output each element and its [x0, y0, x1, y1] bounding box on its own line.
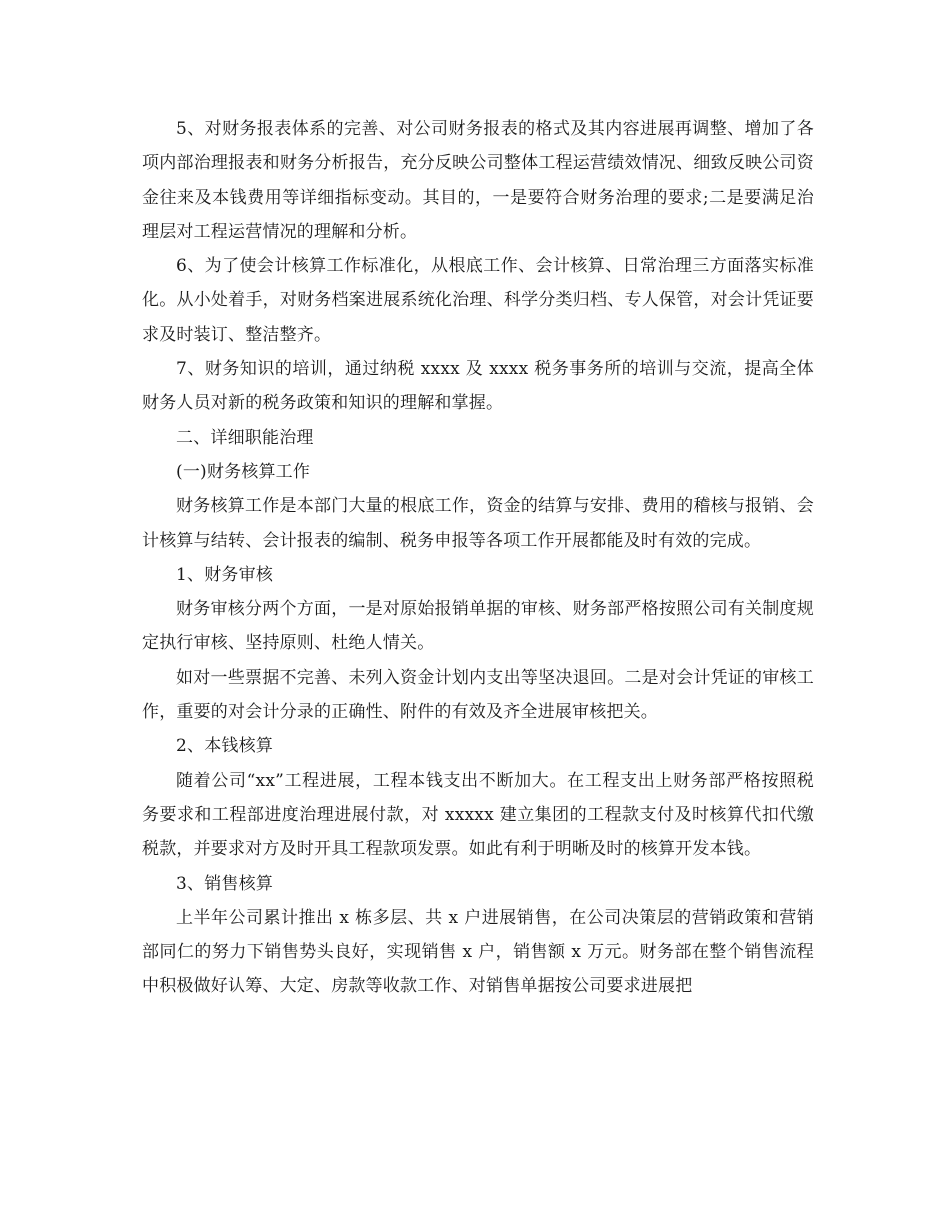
- paragraph-item-7-training: 7、财务知识的培训，通过纳税 xxxx 及 xxxx 税务事务所的培训与交流，提高全体财务人员对新的税务政策和知识的理解和掌握。: [142, 359, 814, 414]
- paragraph-audit-part-one: 财务审核分两个方面，一是对原始报销单据的审核、财务部严格按照公司有关制度规定执行审核、坚持原则、杜绝人情关。: [142, 599, 814, 654]
- paragraph-cost-accounting: 随着公司“xx”工程进展，工程本钱支出不断加大。在工程支出上财务部严格按照税务要求和工程部进度治理进展付款，对 xxxxx 建立集团的工程款支付及时核算代扣代缴税款，并要求对方及时开具工程款项发票。如此有利于明晰及时的核算开发本钱。: [142, 770, 814, 860]
- item-heading-cost-accounting: 2、本钱核算: [176, 736, 274, 757]
- subsection-heading-accounting-work: (一)财务核算工作: [176, 461, 311, 482]
- paragraph-audit-part-two: 如对一些票据不完善、未列入资金计划内支出等坚决退回。二是对会计凭证的审核工作，重要的对会计分录的正确性、附件的有效及齐全进展审核把关。: [142, 667, 814, 723]
- document-page: [142, 112, 814, 1004]
- paragraph-accounting-work: 财务核算工作是本部门大量的根底工作，资金的结算与安排、费用的稽核与报销、会计核算与结转、会计报表的编制、税务申报等各项工作开展都能及时有效的完成。: [142, 496, 814, 551]
- item-heading-financial-audit: 1、财务审核: [176, 564, 274, 585]
- paragraph-sales-accounting: 上半年公司累计推出 x 栋多层、共 x 户进展销售，在公司决策层的营销政策和营销部同仁的努力下销售势头良好，实现销售 x 户，销售额 x 万元。财务部在整个销售流程中积极做好认筹、大定、房款等收款工作、对销售单据按公司要求进展把: [142, 907, 814, 997]
- item-heading-sales-accounting: 3、销售核算: [176, 873, 274, 894]
- paragraph-item-6-accounting-standardization: 6、为了使会计核算工作标准化，从根底工作、会计核算、日常治理三方面落实标准化。从小处着手，对财务档案进展系统化治理、科学分类归档、专人保管，对会计凭证要求及时装订、整洁整齐。: [142, 256, 814, 345]
- section-heading-functions: 二、详细职能治理: [176, 427, 314, 448]
- paragraph-item-5-financial-reports: 5、对财务报表体系的完善、对公司财务报表的格式及其内容进展再调整、增加了各项内部治理报表和财务分析报告，充分反映公司整体工程运营绩效情况、细致反映公司资金往来及本钱费用等详细指标变动。其目的，一是要符合财务治理的要求;二是要满足治理层对工程运营情况的理解和分析。: [142, 119, 814, 242]
